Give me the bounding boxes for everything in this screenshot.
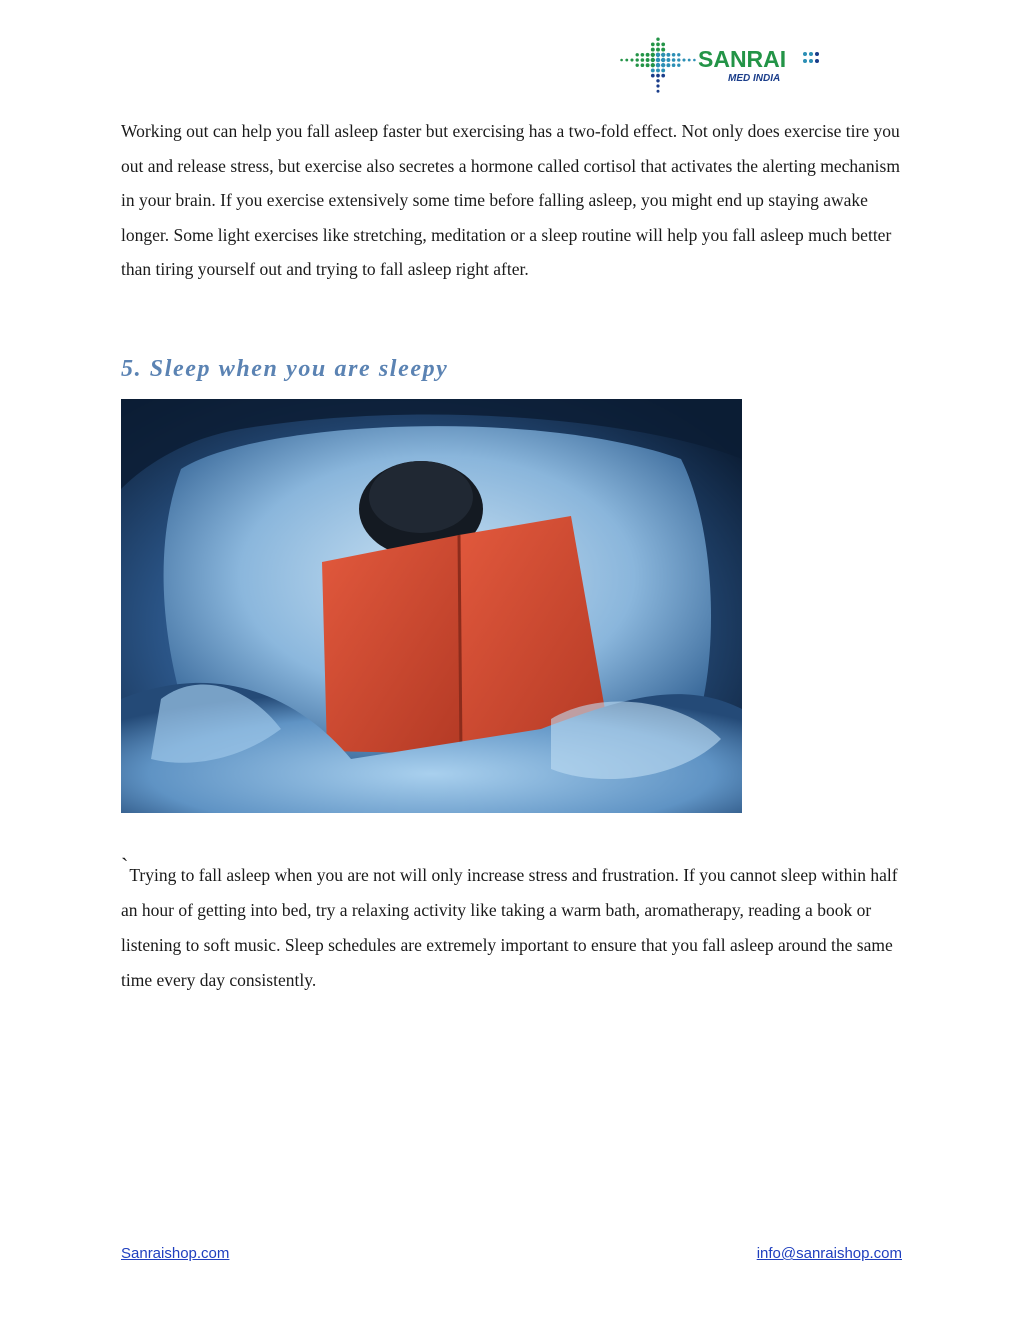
intro-paragraph: Working out can help you fall asleep faster but exercising has a two-fold effect. Not only does exercise tire you out and release stress, but exercise also secretes a hormone called cortisol that activates the alerting mechanism in your brain. If you exercise extensively some time before falling asleep, you might end up staying awake longer. Some light exercises like stretching, meditation or a sleep routine will help you fall asleep much better than tiring yourself out and trying to fall asleep right after.: [121, 121, 900, 280]
website-link[interactable]: Sanraishop.com: [121, 1245, 230, 1262]
brand-logo: [620, 18, 830, 98]
email-link[interactable]: info@sanraishop.com: [756, 1245, 902, 1262]
person-in-bed-with-book-photo: [121, 399, 742, 813]
section-paragraph-text: Trying to fall asleep when you are not will only increase stress and frustration. If you cannot sleep within half an hour of getting into bed, try a relaxing activity like taking a warm bath, aromatherapy, reading a book or listening to soft music. Sleep schedules are extremely important to ensure that you fall asleep around the same time every day consistently.: [121, 865, 898, 990]
brand-subname: MED INDIA: [728, 73, 781, 84]
brand-name: SANRAI: [698, 46, 787, 72]
section-paragraph: [121, 853, 911, 998]
sleep-photo: [121, 399, 742, 813]
stray-mark: `: [121, 853, 129, 878]
section-heading: 5. Sleep when you are sleepy: [121, 356, 449, 382]
